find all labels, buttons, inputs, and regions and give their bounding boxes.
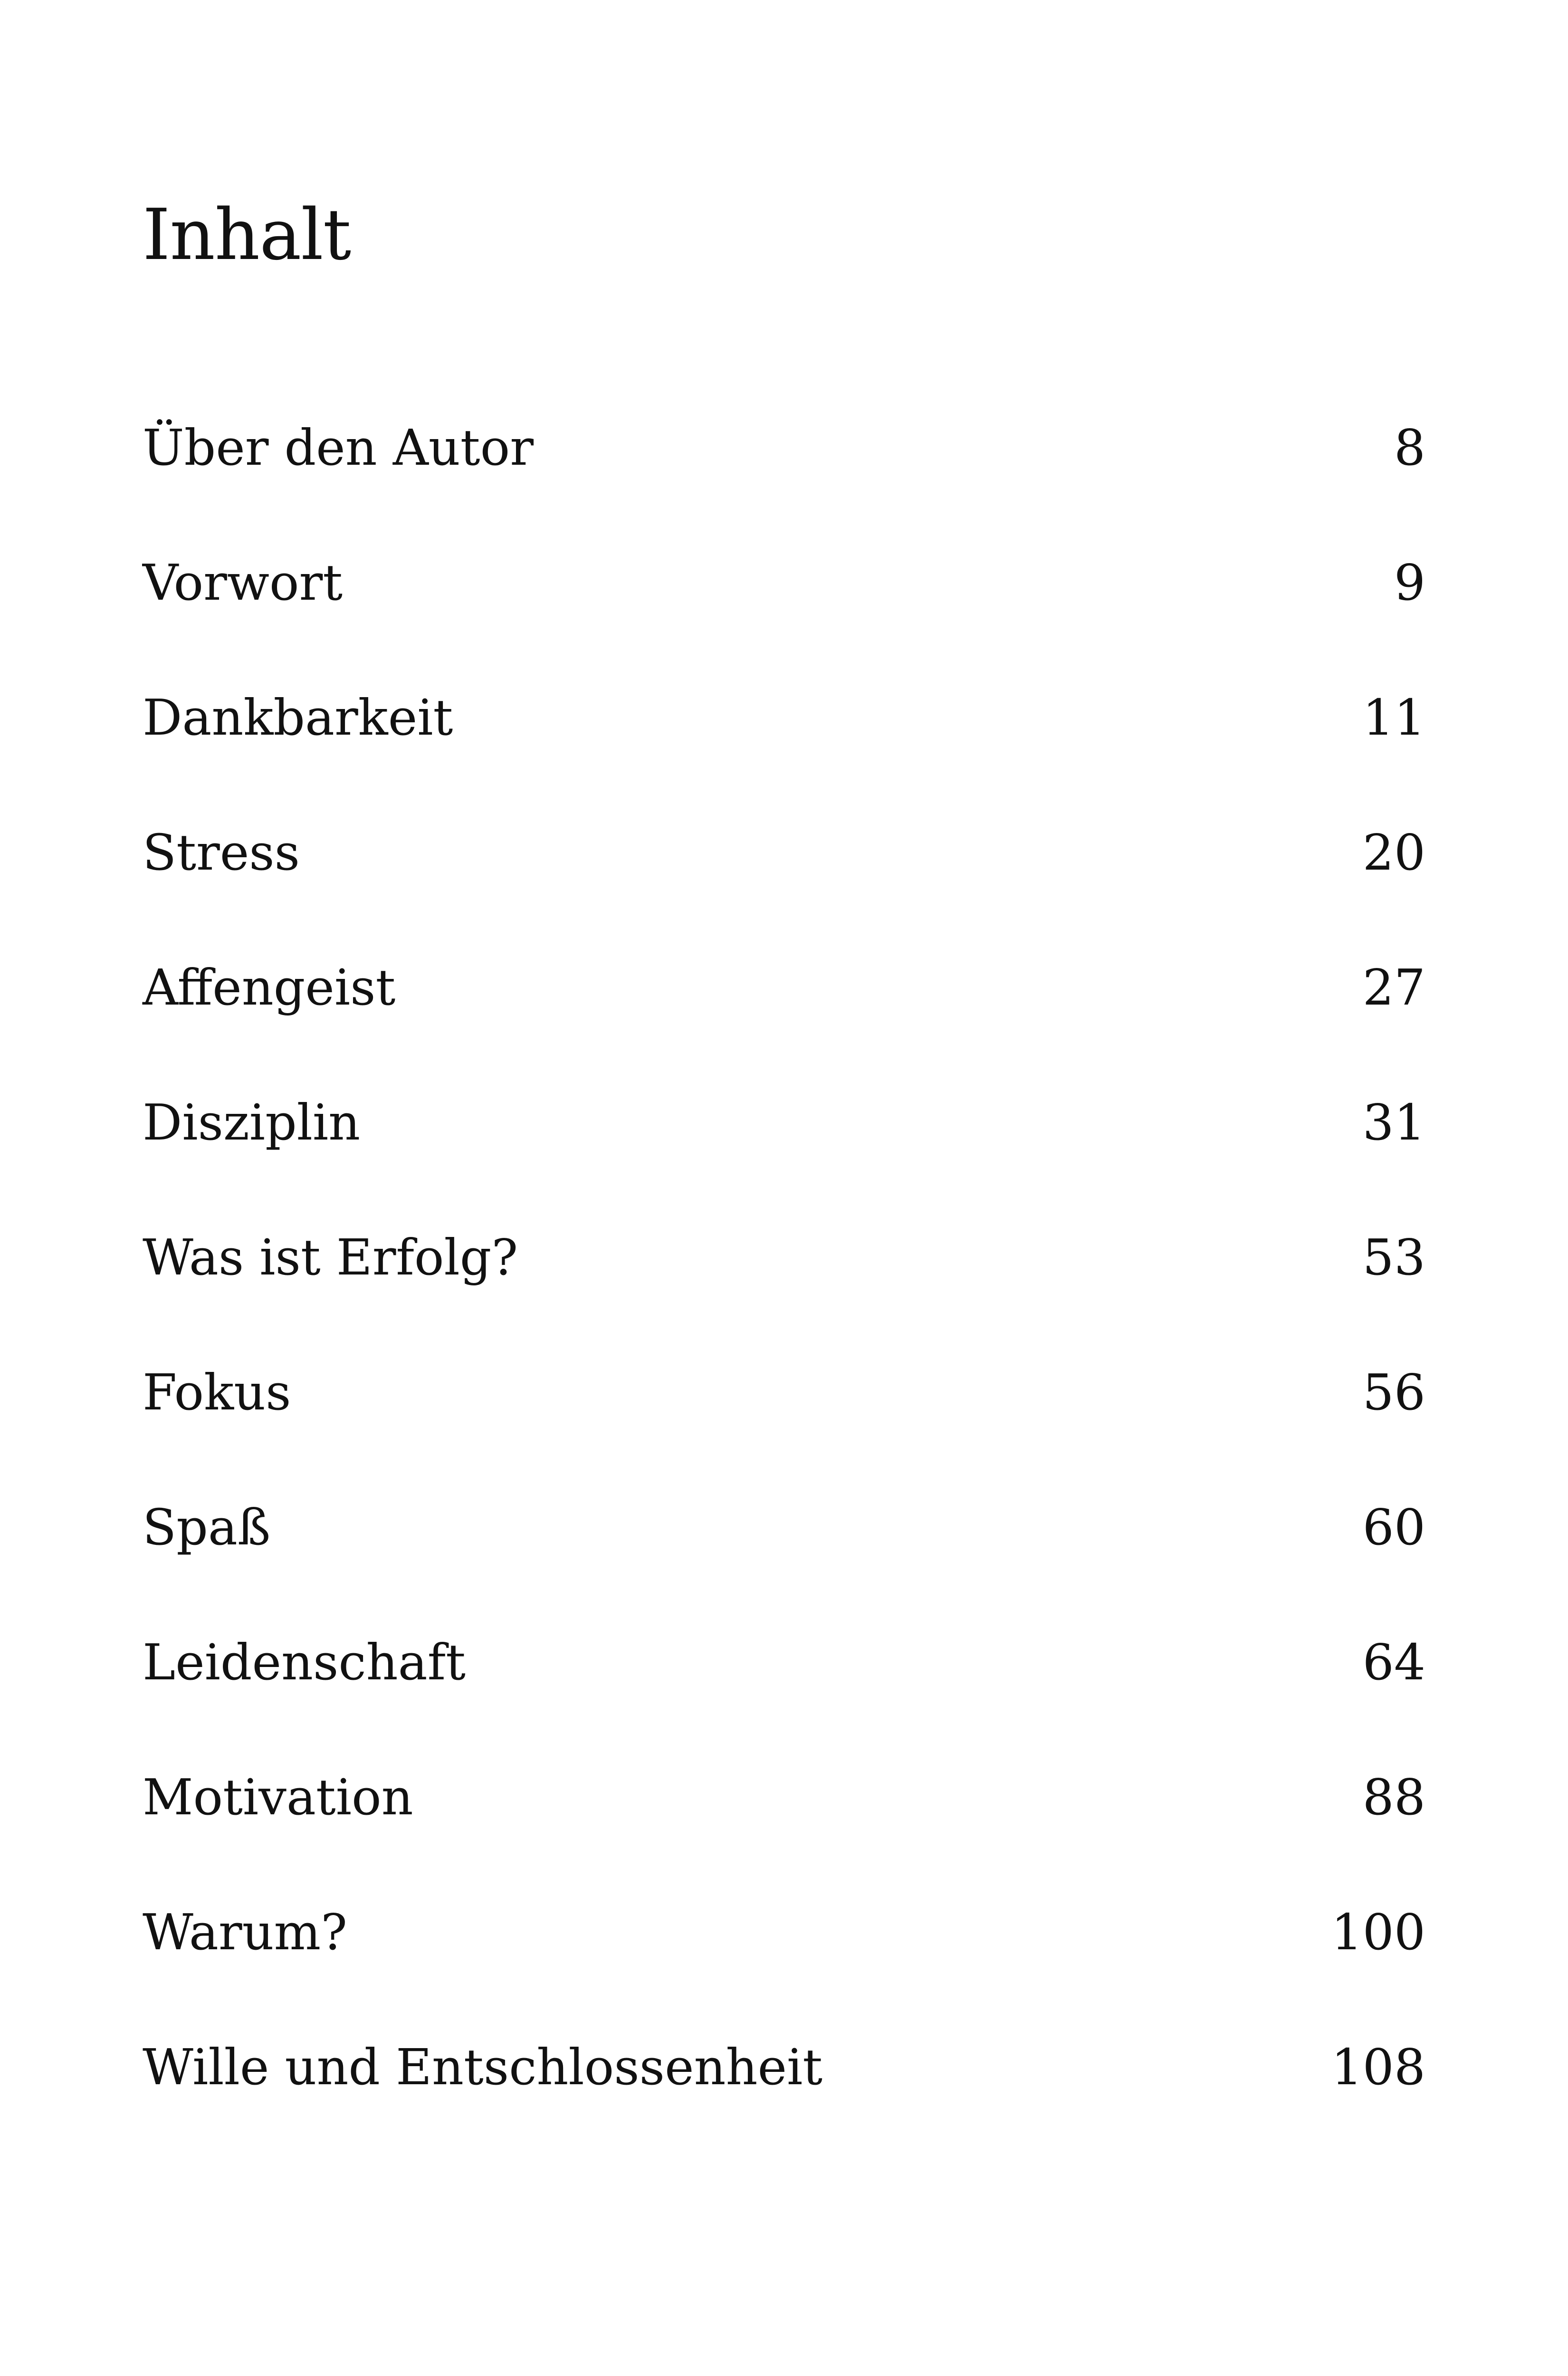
- toc-entry-page-number: 9: [1394, 554, 1425, 612]
- toc-entry-page-number: 31: [1362, 1093, 1425, 1151]
- toc-entry-page-number: 53: [1362, 1228, 1425, 1286]
- toc-entry-label: Leidenschaft: [143, 1633, 466, 1691]
- toc-entry-page-number: 100: [1331, 1903, 1425, 1961]
- toc-entry-label: Fokus: [143, 1363, 291, 1421]
- toc-entry-page-number: 64: [1362, 1633, 1425, 1691]
- toc-entry-page-number: 11: [1362, 689, 1425, 747]
- toc-entry-label: Disziplin: [143, 1093, 361, 1151]
- toc-entry-label: Was ist Erfolg?: [143, 1228, 518, 1286]
- toc-entry-page-number: 27: [1362, 958, 1425, 1016]
- toc-entry-page-number: 60: [1362, 1498, 1425, 1556]
- toc-entry-fokus: [143, 1363, 1425, 1498]
- toc-entry-page-number: 20: [1362, 824, 1425, 881]
- toc-entry-affengeist: [143, 958, 1425, 1093]
- toc-entry-page-number: 56: [1362, 1363, 1425, 1421]
- table-of-contents: [143, 418, 1425, 2173]
- toc-entry-disziplin: [143, 1093, 1425, 1228]
- toc-entry-leidenschaft: [143, 1633, 1425, 1768]
- toc-entry-page-number: 8: [1394, 419, 1425, 477]
- toc-entry-label: Motivation: [143, 1768, 413, 1826]
- toc-entry-warum: [143, 1903, 1425, 2038]
- toc-entry-motivation: [143, 1768, 1425, 1903]
- toc-entry-uber-den-autor: [143, 418, 1425, 553]
- toc-entry-label: Dankbarkeit: [143, 689, 453, 747]
- page-title: Inhalt: [143, 194, 351, 276]
- toc-entry-page-number: 108: [1331, 2038, 1425, 2096]
- toc-entry-label: Spaß: [143, 1498, 271, 1556]
- toc-entry-stress: [143, 823, 1425, 958]
- toc-entry-label: Wille und Entschlossenheit: [143, 2038, 823, 2096]
- toc-entry-page-number: 88: [1362, 1768, 1425, 1826]
- toc-entry-was-ist-erfolg: [143, 1228, 1425, 1363]
- toc-entry-vorwort: [143, 553, 1425, 688]
- toc-entry-label: Über den Autor: [143, 419, 534, 477]
- toc-entry-spass: [143, 1498, 1425, 1633]
- toc-entry-dankbarkeit: [143, 688, 1425, 823]
- toc-entry-label: Warum?: [143, 1903, 347, 1961]
- toc-entry-label: Stress: [143, 824, 300, 881]
- toc-entry-label: Affengeist: [143, 958, 396, 1016]
- toc-entry-label: Vorwort: [143, 554, 343, 612]
- toc-entry-wille-und-entschlossenheit: [143, 2038, 1425, 2173]
